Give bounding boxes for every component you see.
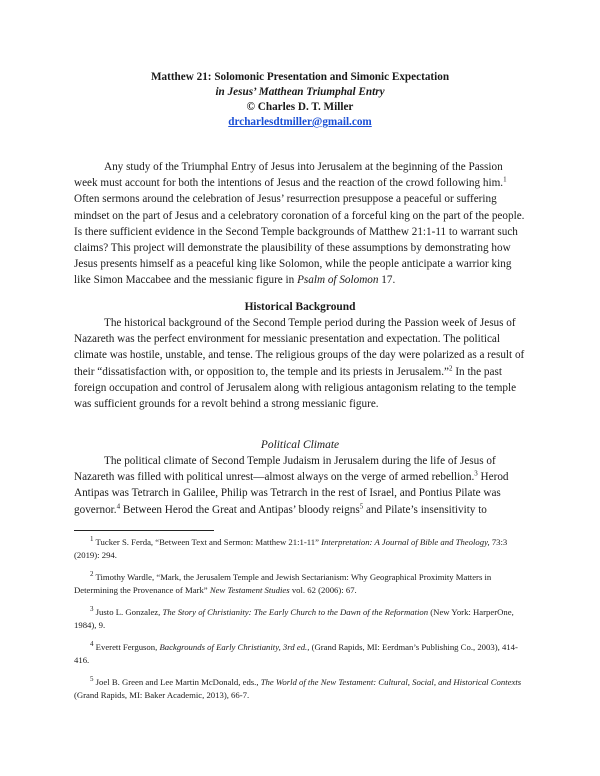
intro-italic-title: Psalm of Solomon (297, 274, 379, 287)
footnote-text: Tucker S. Ferda, “Between Text and Sermon: Matthew 21:1-11” (93, 537, 322, 547)
footnote-ref-2[interactable]: 2 (449, 363, 453, 372)
title-line-2: in Jesus’ Matthean Triumphal Entry (215, 86, 385, 98)
footnote-ref-5[interactable]: 5 (359, 501, 364, 510)
footnote-1 (74, 536, 526, 561)
footnote-divider (74, 530, 214, 531)
footnote-text-end: (New York: HarperOne, 1984), 9. (74, 607, 514, 630)
section-heading-political: Political Climate (260, 439, 340, 451)
title-line-1: Matthew 21: Solomonic Presentation and Simonic Expectation (150, 71, 450, 83)
historical-text-2: In the past foreign occupation and control of Jerusalem along with religious antagonism relating to the temple was sufficient grounds for a revolt behind a strong messianic figure. (74, 365, 517, 411)
footnote-3 (74, 606, 526, 631)
section-heading-historical: Historical Background (244, 301, 356, 313)
footnote-ref-1[interactable]: 1 (503, 175, 507, 184)
political-text-1: The political climate of Second Temple Judaism in Jerusalem during the life of Jesus of Nazareth was filled with political unrest—almost always on the verge of armed rebellion. (74, 455, 496, 484)
political-text-2: Herod Antipas was Tetrarch in Galilee, Philip was Tetrarch in the rest of Israel, and Pontius Pilate was governor. (74, 471, 509, 516)
footnote-5 (74, 676, 526, 701)
footnote-4 (74, 641, 526, 666)
political-text-4: and Pilate’s insensitivity to (363, 503, 487, 516)
footnote-number: 2 (90, 570, 94, 579)
footnote-number: 5 (90, 675, 94, 684)
footnote-text-end: , (Grand Rapids, MI: Eerdman’s Publishing Co., 2003), 414-416. (74, 642, 518, 665)
political-paragraph-block (74, 453, 526, 518)
footnote-italic: The World of the New Testament: Cultural, Social, and Historical Contexts (260, 677, 522, 687)
political-text-3: Between Herod the Great and Antipas’ bloody reigns (120, 503, 360, 516)
footnote-number: 3 (90, 605, 94, 614)
footnote-text-end: (Grand Rapids, MI: Baker Academic, 2013), 66-7. (74, 689, 250, 700)
footnote-italic: The Story of Christianity: The Early Church to the Dawn of the Reformation (162, 607, 429, 617)
footnote-italic: Interpretation: A Journal of Bible and Theology, (321, 537, 490, 547)
document-header (0, 70, 600, 130)
intro-text-2: Often sermons around the celebration of Jesus’ resurrection presuppose a peaceful or suffering mindset on the part of Jesus and a celebratory coronation of a forceful king on the part of the people. Is there sufficient evidence in the Second Temple backgrounds of Matthew 21:1-11 to warrant such claims? This project will demonstrate the plausibility of these assumptions by demonstrating how Jesus presents himself as a peaceful king like Solomon, while the people anticipate a warrior king like Simon Maccabee and the messianic figure in (74, 193, 525, 287)
footnote-text-end: 73:3 (2019): 294. (74, 537, 508, 560)
footnote-text: Timothy Wardle, “Mark, the Jerusalem Temple and Jewish Sectarianism: Why Geographical Proximity Matters in Determining the Provenance of Mark” (74, 572, 492, 595)
political-paragraph (74, 453, 526, 518)
intro-paragraph (74, 159, 526, 289)
footnote-number: 1 (90, 535, 94, 544)
footnote-italic: New Testament Studies (209, 584, 290, 595)
author-email-link[interactable]: drcharlesdtmiller@gmail.com (228, 116, 372, 128)
footnote-text-end: vol. 62 (2006): 67. (289, 584, 357, 595)
intro-paragraph-block (74, 159, 526, 289)
historical-paragraph-block (74, 315, 526, 412)
footnote-text: Everett Ferguson, (93, 642, 160, 652)
footnote-2 (74, 571, 526, 596)
footnote-number: 4 (90, 640, 94, 649)
intro-text-3: 17. (378, 274, 396, 287)
intro-text-1: Any study of the Triumphal Entry of Jesus into Jerusalem at the beginning of the Passion week must account for both the intentions of Jesus and the reaction of the crowd following him. (74, 161, 504, 190)
footnote-italic: Backgrounds of Early Christianity, 3rd ed. (159, 642, 308, 652)
footnote-text: Justo L. Gonzalez, (93, 607, 163, 617)
footnote-ref-4[interactable]: 4 (116, 501, 121, 510)
author-line: © Charles D. T. Miller (246, 101, 354, 113)
footnote-ref-3[interactable]: 3 (474, 469, 478, 478)
historical-text-1: The historical background of the Second Temple period during the Passion week of Jesus of Nazareth was the perfect environment for messianic presentation and expectation. The political climate was hostile, unstable, and tense. The religious groups of the day were polarized as a result of their “dissatisfaction with, or opposition to, the temple and its priests in Jerusalem.” (74, 317, 525, 378)
footnote-text: Joel B. Green and Lee Martin McDonald, eds., (93, 677, 261, 687)
historical-paragraph (74, 315, 526, 412)
